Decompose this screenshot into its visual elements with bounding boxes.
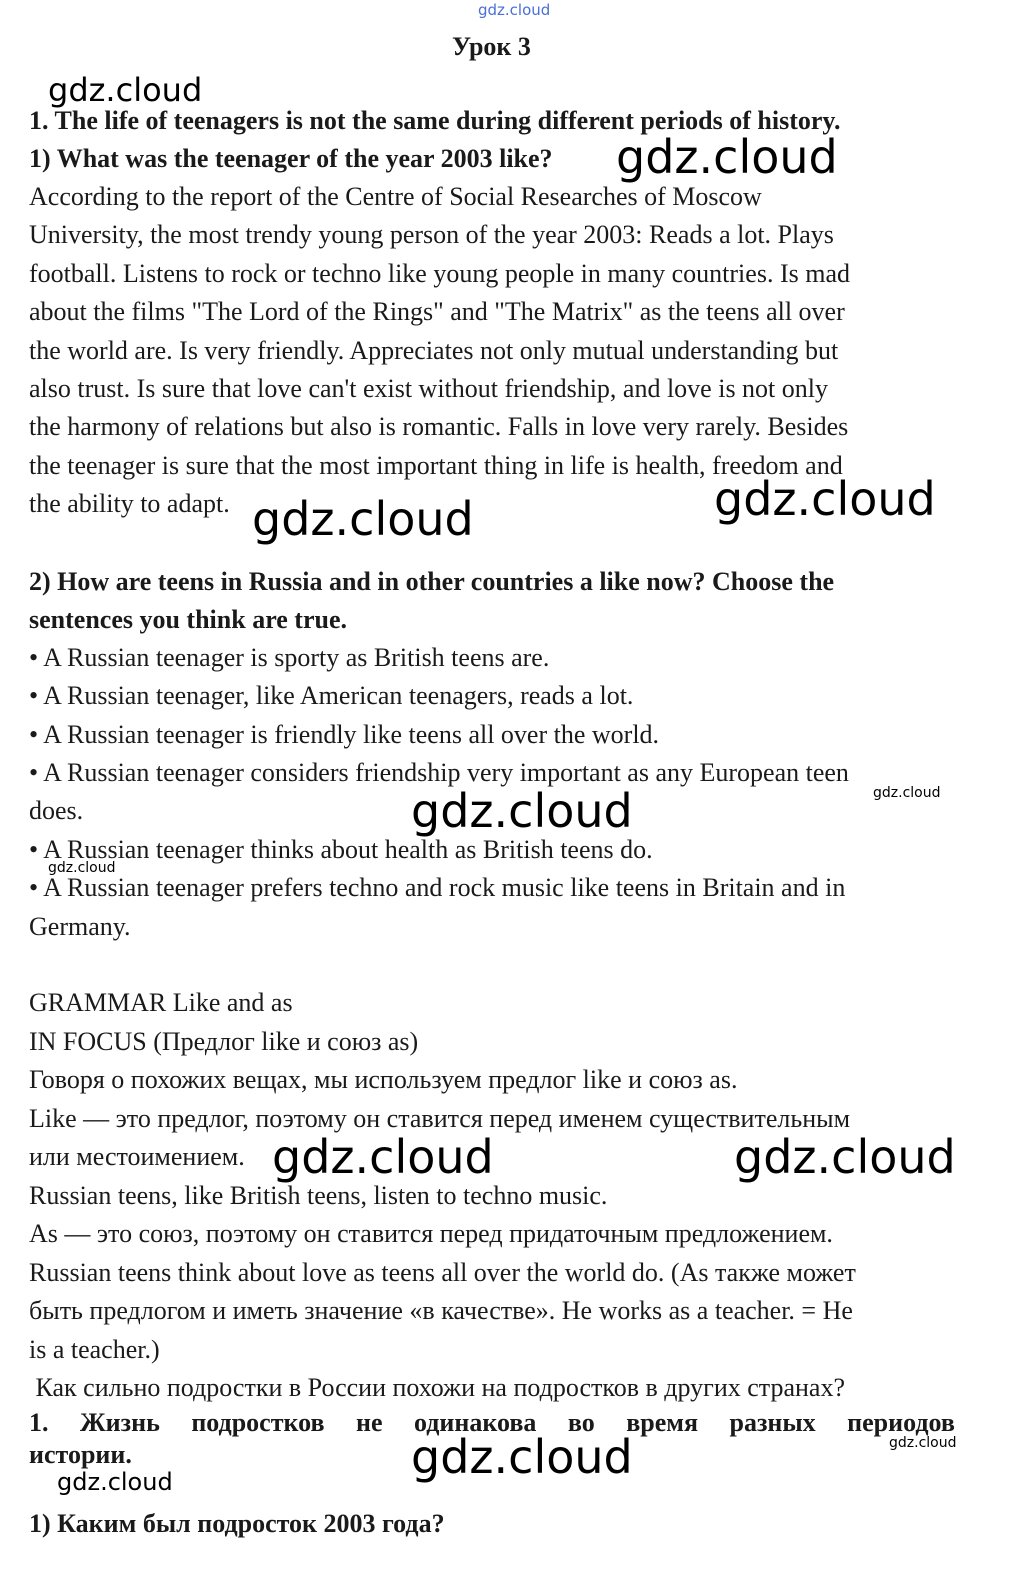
bullet-item: does. [29,796,84,825]
grammar-line: GRAMMAR Like and as [29,988,293,1017]
watermark: gdz.cloud [411,1430,633,1484]
para1-line: According to the report of the Centre of Social Researches of Moscow [29,182,762,211]
watermark: gdz.cloud [48,71,203,109]
ru-word: Жизнь [79,1408,160,1437]
watermark: gdz.cloud [616,130,838,184]
para1-line: football. Listens to rock or techno like young people in many countries. Is mad [29,259,850,288]
watermark: gdz.cloud [48,860,116,876]
ru-word: не [355,1408,383,1437]
task1-title: 1. The life of teenagers is not the same during different periods of history. [29,106,841,135]
ru-word: во [567,1408,595,1437]
grammar-line: is a teacher.) [29,1335,160,1364]
watermark: gdz.cloud [252,492,474,546]
ru-word: одинакова [413,1408,537,1437]
para1-line: about the films "The Lord of the Rings" and "The Matrix" as the teens all over [29,297,845,326]
grammar-line: IN FOCUS (Предлог like и союз as) [29,1027,419,1056]
bullet-item: • A Russian teenager considers friendship very important as any European teen [29,758,849,787]
task1-question2: sentences you think are true. [29,605,348,634]
ru-word: разных [729,1408,816,1437]
para1-line: the world are. Is very friendly. Appreciates not only mutual understanding but [29,336,839,365]
bullet-item: • A Russian teenager thinks about health as British teens do. [29,835,653,864]
watermark: gdz.cloud [873,785,941,801]
watermark: gdz.cloud [411,784,633,838]
bullet-item: • A Russian teenager is friendly like teens all over the world. [29,720,660,749]
para1-line: also trust. Is sure that love can't exist without friendship, and love is not only [29,374,829,403]
bullet-item: Germany. [29,912,131,941]
ru-word: 1. [29,1408,49,1437]
task1-question1: 1) What was the teenager of the year 2003 like? [29,144,553,173]
watermark: gdz.cloud [272,1130,494,1184]
grammar-line: As — это союз, поэтому он ставится перед придаточным предложением. [29,1219,833,1248]
bullet-item: • A Russian teenager, like American teenagers, reads a lot. [29,681,634,710]
watermark: gdz.cloud [714,472,936,526]
grammar-line: Russian teens, like British teens, listen to techno music. [29,1181,608,1210]
grammar-line: Like — это предлог, поэтому он ставится перед именем существительным [29,1104,851,1133]
watermark: gdz.cloud [57,1468,173,1496]
ru-word: время [626,1408,699,1437]
grammar-line: Как сильно подростки в России похожи на подростков в других странах? [29,1373,845,1402]
grammar-line: быть предлогом и иметь значение «в качестве». He works as a teacher. = He [29,1296,853,1325]
para1-line: the ability to adapt. [29,489,230,518]
watermark: gdz.cloud [734,1130,956,1184]
para1-line: the teenager is sure that the most important thing in life is health, freedom and [29,451,843,480]
grammar-line: или местоимением. [29,1142,245,1171]
ru-question1: 1) Каким был подросток 2003 года? [29,1509,445,1538]
task1-question2: 2) How are teens in Russia and in other countries a like now? Choose the [29,567,835,596]
grammar-line: Говоря о похожих вещах, мы используем предлог like и союз as. [29,1065,738,1094]
bullet-item: • A Russian teenager prefers techno and rock music like teens in Britain and in [29,873,846,902]
watermark: gdz.cloud [889,1435,957,1451]
para1-line: University, the most trendy young person of the year 2003: Reads a lot. Plays [29,220,834,249]
para1-line: the harmony of relations but also is romantic. Falls in love very rarely. Besides [29,412,849,441]
lesson-title: Урок 3 [452,32,531,61]
bullet-item: • A Russian teenager is sporty as British teens are. [29,643,550,672]
ru-word: периодов [847,1408,955,1437]
watermark: gdz.cloud [478,1,551,19]
ru-word: подростков [191,1408,325,1437]
grammar-line: Russian teens think about love as teens all over the world do. (As также может [29,1258,856,1287]
ru-task1-title-line2: истории. [29,1440,132,1469]
